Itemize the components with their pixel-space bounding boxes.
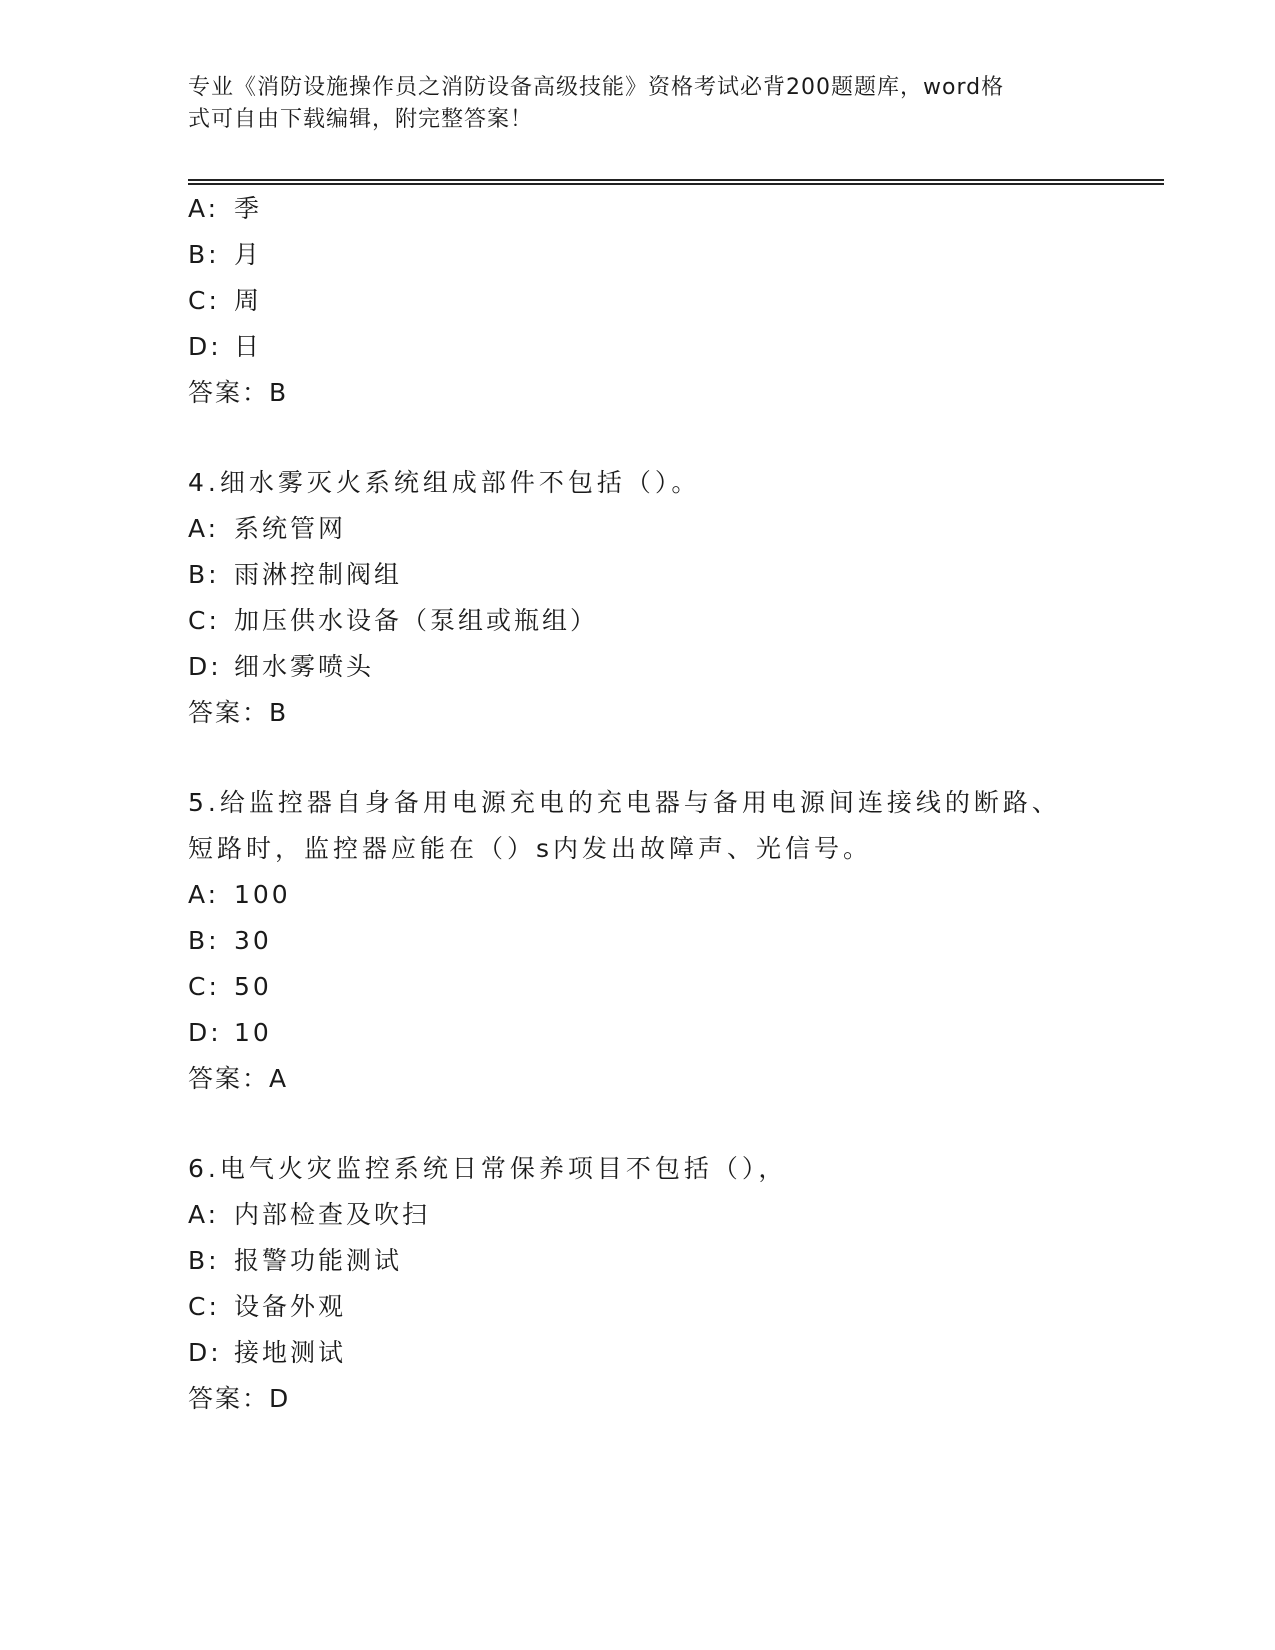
option-b	[188, 232, 1088, 278]
option-key: C:	[188, 972, 220, 1001]
option-text: 报警功能测试	[234, 1246, 403, 1275]
option-b	[188, 1238, 1088, 1284]
question-3	[188, 186, 1088, 416]
option-b	[188, 918, 1088, 964]
option-a	[188, 186, 1088, 232]
option-text: 细水雾喷头	[234, 652, 375, 681]
option-text: 接地测试	[234, 1338, 347, 1367]
option-text: 10	[234, 1018, 272, 1047]
question-4	[188, 460, 1088, 736]
option-key: D:	[188, 1018, 222, 1047]
option-c	[188, 1284, 1088, 1330]
question-6	[188, 1146, 1088, 1422]
option-key: B:	[188, 926, 220, 955]
option-text: 月	[234, 240, 263, 269]
option-text: 30	[234, 926, 272, 955]
option-d	[188, 1010, 1088, 1056]
option-c	[188, 964, 1088, 1010]
option-text: 50	[234, 972, 272, 1001]
option-key: A:	[188, 514, 220, 543]
option-text: 内部检查及吹扫	[234, 1200, 431, 1229]
option-key: D:	[188, 1338, 222, 1367]
option-c	[188, 278, 1088, 324]
option-d	[188, 1330, 1088, 1376]
option-key: C:	[188, 606, 220, 635]
option-key: C:	[188, 286, 220, 315]
option-d	[188, 644, 1088, 690]
header-title-line1: 专业《消防设施操作员之消防设备高级技能》资格考试必背200题题库，word格	[188, 75, 1005, 100]
option-key: A:	[188, 880, 220, 909]
option-key: A:	[188, 1200, 220, 1229]
question-stem-line2: 短路时，监控器应能在（）s内发出故障声、光信号。	[188, 834, 873, 863]
option-text: 系统管网	[234, 514, 347, 543]
answer: 答案：D	[188, 1384, 291, 1413]
option-text: 周	[234, 286, 263, 315]
option-a	[188, 506, 1088, 552]
header-divider-top	[188, 179, 1164, 181]
option-text: 雨淋控制阀组	[234, 560, 403, 589]
answer: 答案：A	[188, 1064, 289, 1093]
header-divider-bottom	[188, 183, 1164, 185]
option-a	[188, 1192, 1088, 1238]
option-key: B:	[188, 1246, 220, 1275]
header-title-line2: 式可自由下载编辑，附完整答案！	[188, 107, 534, 132]
option-key: A:	[188, 194, 220, 223]
spacer	[188, 416, 1088, 460]
question-stem-line1: 5.给监控器自身备用电源充电的充电器与备用电源间连接线的断路、	[188, 788, 1061, 817]
question-5	[188, 780, 1088, 1102]
question-stem: 6.电气火灾监控系统日常保养项目不包括（），	[188, 1154, 788, 1183]
answer: 答案：B	[188, 378, 289, 407]
question-stem: 4.细水雾灭火系统组成部件不包括（）。	[188, 468, 701, 497]
spacer	[188, 1102, 1088, 1146]
option-text: 100	[234, 880, 291, 909]
option-a	[188, 872, 1088, 918]
option-key: B:	[188, 240, 220, 269]
option-text: 日	[234, 332, 263, 361]
option-b	[188, 552, 1088, 598]
option-text: 加压供水设备（泵组或瓶组）	[234, 606, 599, 635]
option-key: D:	[188, 332, 222, 361]
answer: 答案：B	[188, 698, 289, 727]
option-d	[188, 324, 1088, 370]
option-key: C:	[188, 1292, 220, 1321]
question-list	[188, 186, 1088, 1422]
option-text: 季	[234, 194, 263, 223]
option-c	[188, 598, 1088, 644]
option-key: D:	[188, 652, 222, 681]
option-text: 设备外观	[234, 1292, 347, 1321]
option-key: B:	[188, 560, 220, 589]
document-header	[188, 72, 1068, 136]
spacer	[188, 736, 1088, 780]
